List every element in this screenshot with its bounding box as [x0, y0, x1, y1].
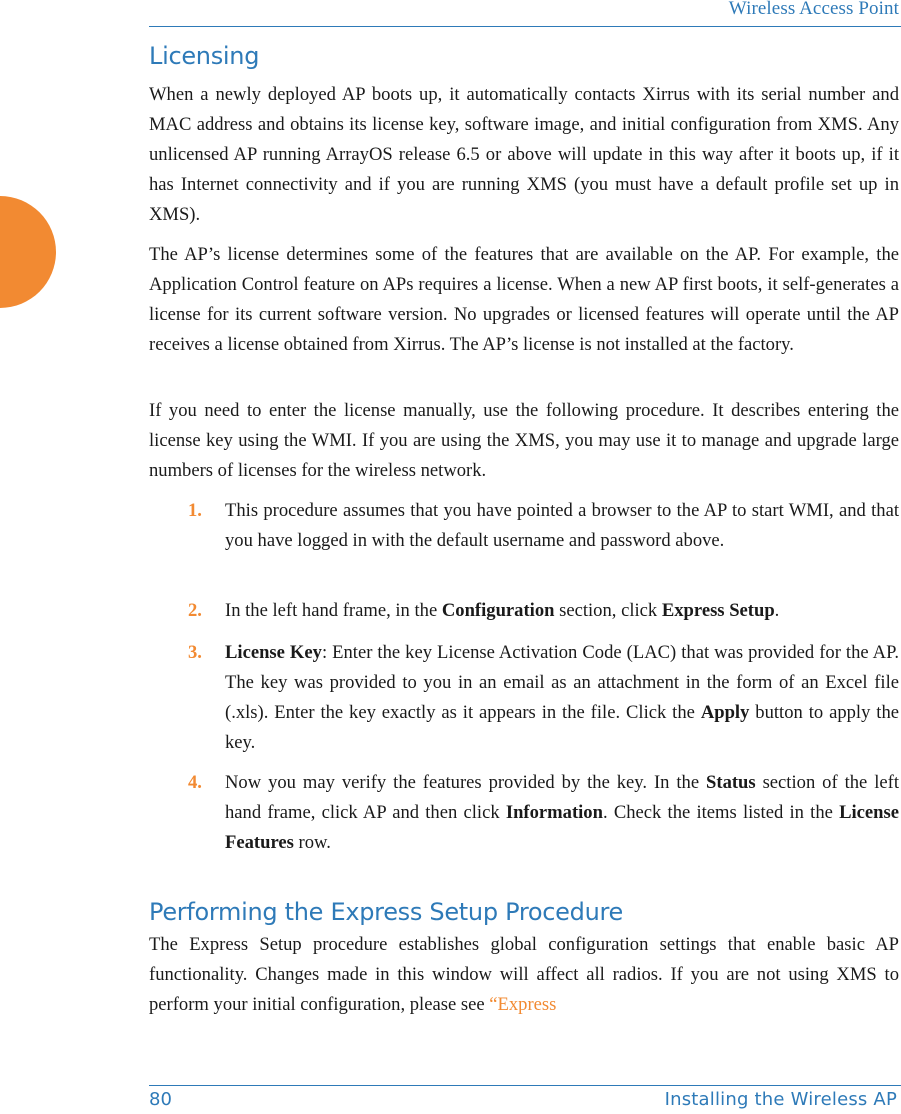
running-header-title: Wireless Access Point	[728, 0, 899, 19]
step-1	[188, 496, 899, 556]
step-number: 3.	[188, 642, 202, 663]
section-heading-express-setup: Performing the Express Setup Procedure	[149, 898, 623, 926]
express-setup-paragraph: The Express Setup procedure establishes global configuration settings that enable basic AP functionality. Changes made in this window will affect all radios. If you are not using XMS to perform your initial configuration, please see “Express	[149, 934, 899, 1015]
header-rule	[149, 26, 901, 27]
licensing-paragraph-1: When a newly deployed AP boots up, it automatically contacts Xirrus with its serial number and MAC address and obtains its license key, software image, and initial configuration from XMS. Any unlicensed AP running ArrayOS release 6.5 or above will update in this way after it boots up, if it has Internet connectivity and if you are running XMS (you must have a default profile set up in XMS).	[149, 84, 899, 225]
step-text: In the left hand frame, in the Configuration section, click Express Setup.	[225, 600, 780, 621]
step-4	[188, 768, 899, 858]
step-number: 4.	[188, 772, 202, 793]
ui-term-express-setup: Express Setup	[661, 600, 775, 621]
ui-term-license-key: License Key	[225, 642, 322, 663]
step-text: This procedure assumes that you have pointed a browser to the AP to start WMI, and that you have logged in with the default username and password above.	[225, 500, 899, 551]
ui-term-apply: Apply	[700, 702, 750, 723]
step-number: 2.	[188, 600, 202, 621]
chapter-tab-marker	[0, 196, 56, 308]
step-text: License Key: Enter the key License Activation Code (LAC) that was provided for the AP. The key was provided to you in an email as an attachment in the form of an Excel file (.xls). Enter the key exactly as it appears in the file. Click the Apply button to apply the key.	[225, 642, 899, 753]
cross-reference-link[interactable]: “Express	[489, 994, 557, 1015]
footer-rule	[149, 1085, 901, 1086]
step-text: Now you may verify the features provided by the key. In the Status section of the left hand frame, click AP and then click Information. Check the items listed in the License Features row.	[225, 772, 899, 853]
section-heading-licensing: Licensing	[149, 42, 260, 70]
step-number: 1.	[188, 500, 202, 521]
ui-term-license-features: License Features	[225, 802, 899, 853]
licensing-paragraph-3: If you need to enter the license manually, use the following procedure. It describes entering the license key using the WMI. If you are using the XMS, you may use it to manage and upgrade large numbers of licenses for the wireless network.	[149, 400, 899, 481]
footer-section-title: Installing the Wireless AP	[664, 1089, 897, 1110]
step-2	[188, 596, 899, 626]
step-3	[188, 638, 899, 758]
ui-term-configuration: Configuration	[441, 600, 555, 621]
ui-term-information: Information	[505, 802, 603, 823]
ui-term-status: Status	[706, 772, 756, 793]
licensing-paragraph-2: The AP’s license determines some of the features that are available on the AP. For example, the Application Control feature on APs requires a license. When a new AP first boots, it self-generates a license for its current software version. No upgrades or licensed features will operate until the AP receives a license obtained from Xirrus. The AP’s license is not installed at the factory.	[149, 244, 899, 355]
page-number: 80	[149, 1089, 172, 1110]
